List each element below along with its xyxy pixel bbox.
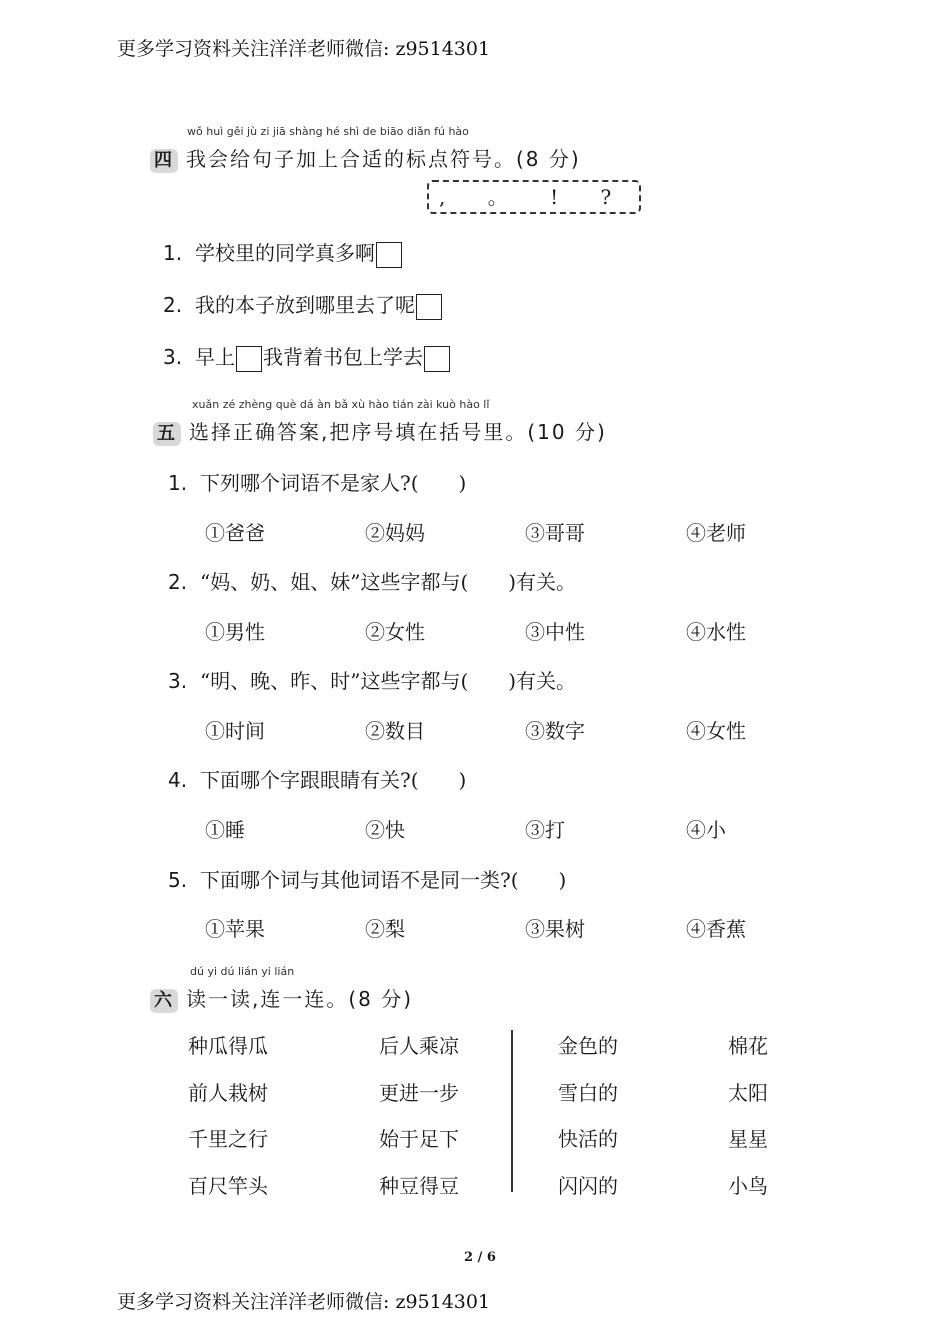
match-col4-item[interactable]: 星星 — [728, 1127, 768, 1151]
option: ④老师 — [686, 521, 746, 545]
answer-box[interactable] — [424, 346, 450, 372]
option: ③数字 — [525, 719, 585, 743]
section5-title: 选择正确答案,把序号填在括号里。(10 分) — [189, 420, 607, 444]
option: ②数目 — [365, 719, 425, 743]
option: ③果树 — [525, 917, 585, 941]
option: ③哥哥 — [525, 521, 585, 545]
match-col3-item[interactable]: 雪白的 — [558, 1081, 618, 1105]
option: ④香蕉 — [686, 917, 746, 941]
match-col1-item[interactable]: 种瓜得瓜 — [188, 1034, 268, 1058]
question-5: 5. 下面哪个词与其他词语不是同一类?( ) — [168, 868, 567, 892]
option: ④水性 — [686, 620, 746, 644]
match-col2-item[interactable]: 后人乘凉 — [379, 1034, 459, 1058]
match-col1-item[interactable]: 百尺竿头 — [188, 1174, 268, 1198]
option: ④女性 — [686, 719, 746, 743]
question-2: 2. “妈、奶、姐、妹”这些字都与( )有关。 — [168, 570, 577, 594]
column-divider — [511, 1030, 513, 1192]
match-col1-item[interactable]: 千里之行 — [188, 1127, 268, 1151]
question-4: 4. 下面哪个字跟眼睛有关?( ) — [168, 768, 467, 792]
section4-title: 我会给句子加上合适的标点符号。(8 分) — [186, 147, 581, 171]
question-1: 1. 下列哪个词语不是家人?( ) — [168, 471, 467, 495]
section5-badge: 五 — [153, 422, 181, 446]
section4-badge: 四 — [150, 149, 178, 173]
match-col4-item[interactable]: 小鸟 — [728, 1174, 768, 1198]
question-3: 3. “明、晚、昨、时”这些字都与( )有关。 — [168, 669, 577, 693]
section4-item-3: 3. 早上 我背着书包上学去 — [163, 341, 451, 372]
option: ①苹果 — [205, 917, 265, 941]
match-col2-item[interactable]: 更进一步 — [379, 1081, 459, 1105]
answer-box[interactable] — [416, 294, 442, 320]
answer-box[interactable] — [376, 242, 402, 268]
option: ②梨 — [365, 917, 405, 941]
option: ③打 — [525, 818, 565, 842]
section4-item-1: 1. 学校里的同学真多啊 — [163, 237, 403, 268]
match-col4-item[interactable]: 太阳 — [728, 1081, 768, 1105]
section5-pinyin: xuǎn zé zhèng què dá àn bǎ xù hào tián zài kuò hào lǐ — [192, 398, 490, 411]
answer-box[interactable] — [236, 346, 262, 372]
section6-title: 读一读,连一连。(8 分) — [186, 987, 414, 1011]
punctuation-box: , 。 ! ? — [427, 180, 641, 214]
option: ①男性 — [205, 620, 265, 644]
option: ①爸爸 — [205, 521, 265, 545]
watermark-bottom: 更多学习资料关注洋洋老师微信: z9514301 — [117, 1291, 491, 1313]
section6-pinyin: dú yi dú lián yi lián — [190, 965, 295, 978]
option: ②女性 — [365, 620, 425, 644]
section4-heading — [150, 143, 581, 173]
option: ②快 — [365, 818, 405, 842]
section5-heading — [153, 416, 607, 446]
match-col3-item[interactable]: 金色的 — [558, 1034, 618, 1058]
match-col1-item[interactable]: 前人栽树 — [188, 1081, 268, 1105]
option: ①时间 — [205, 719, 265, 743]
match-col2-item[interactable]: 种豆得豆 — [379, 1174, 459, 1198]
option: ①睡 — [205, 818, 245, 842]
option: ④小 — [686, 818, 726, 842]
section6-badge: 六 — [150, 989, 178, 1013]
watermark-top: 更多学习资料关注洋洋老师微信: z9514301 — [117, 38, 491, 60]
match-col3-item[interactable]: 快活的 — [558, 1127, 618, 1151]
option: ③中性 — [525, 620, 585, 644]
section4-item-2: 2. 我的本子放到哪里去了呢 — [163, 289, 443, 320]
match-col2-item[interactable]: 始于足下 — [379, 1127, 459, 1151]
match-col3-item[interactable]: 闪闪的 — [558, 1174, 618, 1198]
page-number: 2 / 6 — [464, 1250, 496, 1265]
section4-pinyin: wǒ huì gěi jù zi jiā shàng hé shì de biāo diǎn fú hào — [187, 125, 469, 138]
match-col4-item[interactable]: 棉花 — [728, 1034, 768, 1058]
option: ②妈妈 — [365, 521, 425, 545]
section6-heading — [150, 983, 413, 1013]
